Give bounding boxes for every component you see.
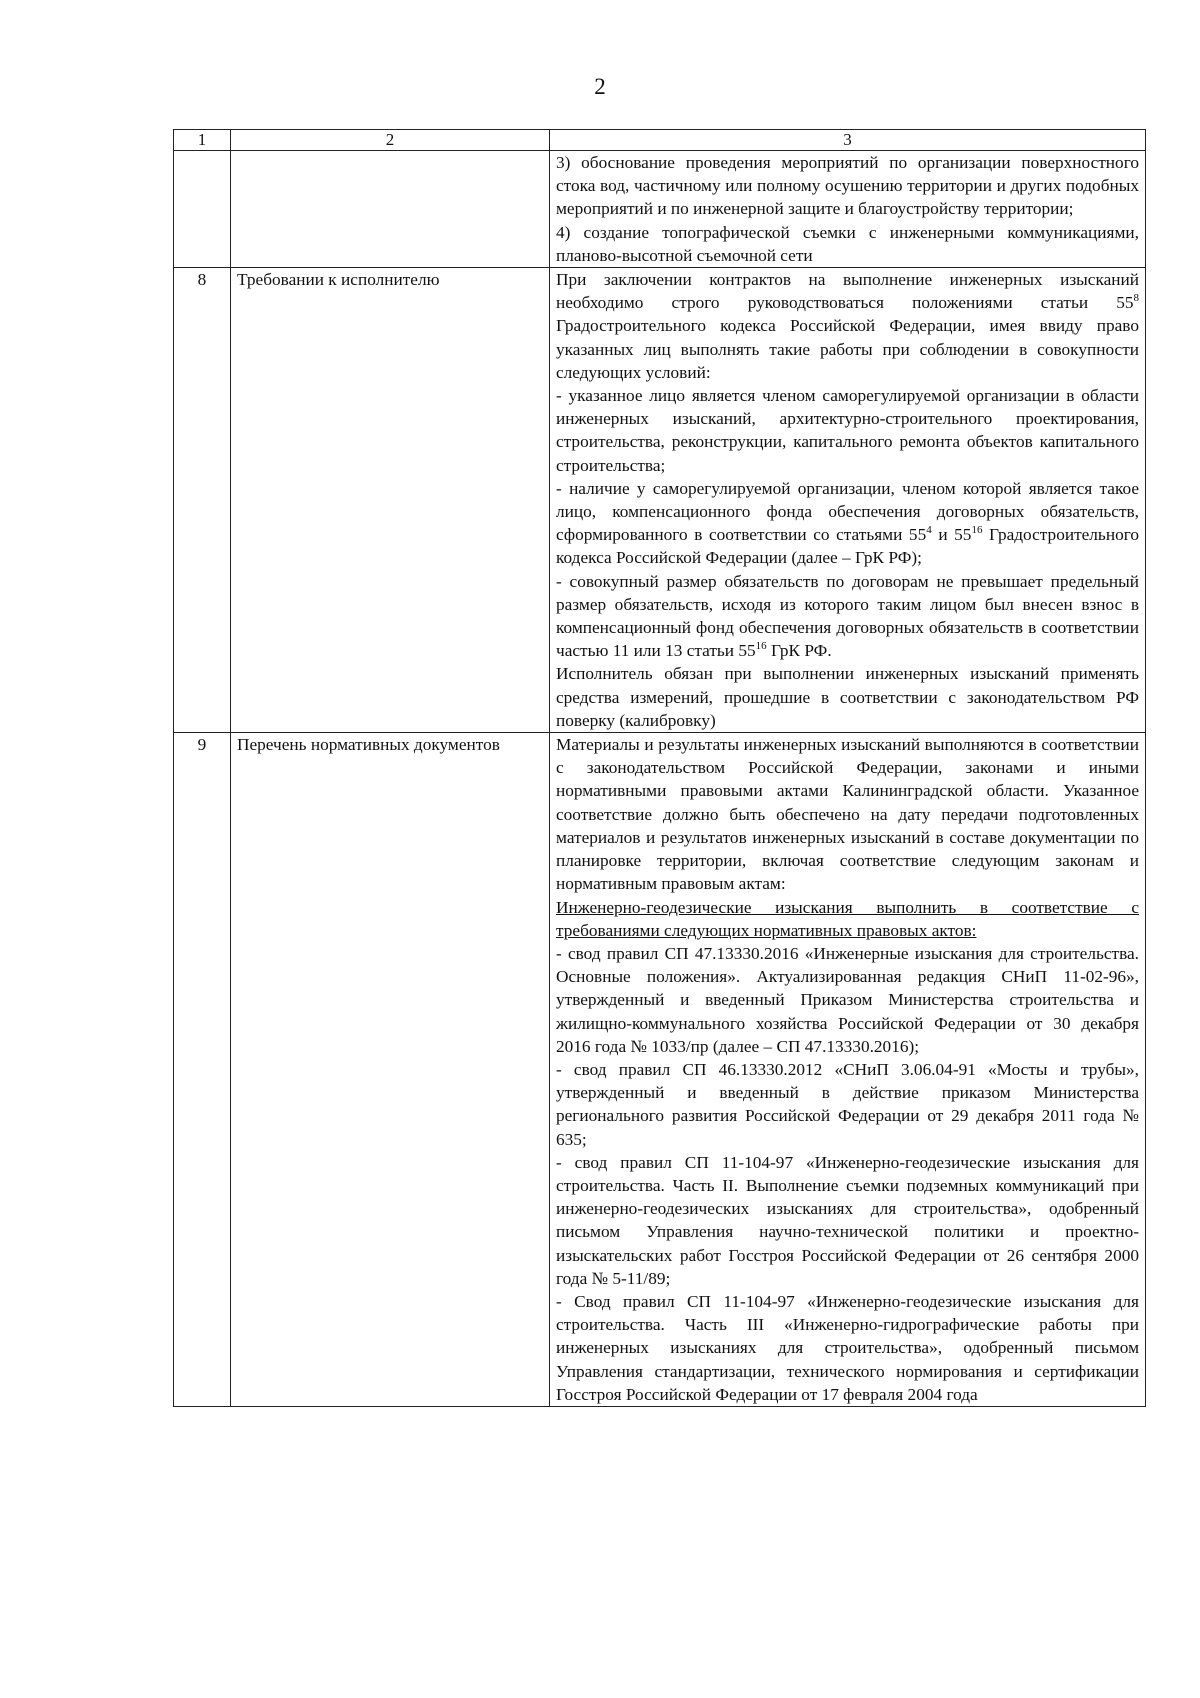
text-fragment: и 55 <box>931 525 972 545</box>
row-name: Требовании к исполнителю <box>231 268 550 733</box>
text-fragment: - совокупный размер обязательств по договорам не превышает предельный размер обязательств, исходя из которого таким лицом был внесен взнос в компенсационный фонд обеспечения договорных обязательств в соответствии частью 11 или 13 статьи 55 <box>556 571 1139 661</box>
row-name-empty <box>231 151 550 268</box>
paragraph: Исполнитель обязан при выполнении инженерных изысканий применять средства измерений, прошедшие в соответствии с законодательством РФ поверку (калибровку) <box>556 664 1139 730</box>
page-number: 2 <box>594 74 606 99</box>
paragraph <box>556 477 1139 570</box>
superscript: 16 <box>971 524 983 537</box>
paragraph: - свод правил СП 46.13330.2012 «СНиП 3.06.04-91 «Мосты и трубы», утвержденный и введенный в действие приказом Министерства регионального развития Российской Федерации от 29 декабря 2011 года № 635; <box>556 1059 1139 1149</box>
superscript: 16 <box>755 640 767 653</box>
text-fragment: Градостроительного кодекса Российской Федерации, имея ввиду право указанных лиц выполнять такие работы при соблюдении в совокупности следующих условий: <box>556 316 1139 382</box>
header-col-2: 2 <box>231 130 550 151</box>
table-row-continuation <box>174 151 1146 268</box>
row-9-content <box>550 733 1146 1407</box>
underlined-heading: Инженерно-геодезические изыскания выполнить в соответствие с требованиями следующих нормативных правовых актов: <box>556 897 1139 940</box>
row-number: 8 <box>174 268 231 733</box>
paragraph: 4) создание топографической съемки с инженерными коммуникациями, планово-высотной съемочной сети <box>556 222 1139 265</box>
table-header-row <box>174 130 1146 151</box>
row-continuation-content <box>550 151 1146 268</box>
superscript: 4 <box>926 524 932 537</box>
paragraph <box>556 268 1139 384</box>
paragraph: - Свод правил СП 11-104-97 «Инженерно-геодезические изыскания для строительства. Часть III «Инженерно-гидрографические работы при инженерных изысканиях для строительства», одобренный письмом Управления стандартизации, технического нормирования и сертификации Госстроя Российской Федерации от 17 февраля 2004 года <box>556 1291 1139 1404</box>
paragraph: - указанное лицо является членом саморегулируемой организации в области инженерных изысканий, архитектурно-строительного проектирования, строительства, реконструкции, капитального ремонта объектов капитального строительства; <box>556 386 1139 475</box>
paragraph: 3) обоснование проведения мероприятий по организации поверхностного стока вод, частичному или полному осушению территории и других подобных мероприятий и по инженерной защите и благоустройству территории; <box>556 153 1139 219</box>
text-fragment: Градостроительного кодекса Российской Федерации (далее – ГрК РФ); <box>556 525 1140 568</box>
paragraph <box>556 570 1139 663</box>
row-number: 9 <box>174 733 231 1407</box>
header-col-1: 1 <box>174 130 231 151</box>
text-fragment: При заключении контрактов на выполнение инженерных изысканий необходимо строго руководствоваться положениями статьи 55 <box>556 270 1139 313</box>
paragraph: - свод правил СП 47.13330.2016 «Инженерные изыскания для строительства. Основные положения». Актуализированная редакция СНиП 11-02-96», утвержденный и введенный Приказом Министерства строительства и жилищно-коммунального хозяйства Российской Федерации от 30 декабря 2016 года № 1033/пр (далее – СП 47.13330.2016); <box>556 943 1139 1056</box>
table-row-8 <box>174 268 1146 733</box>
row-name: Перечень нормативных документов <box>231 733 550 1407</box>
paragraph: - свод правил СП 11-104-97 «Инженерно-геодезические изыскания для строительства. Часть II. Выполнение съемки подземных коммуникаций при инженерно-геодезических изысканиях для строительства», одобренный письмом Управления научно-технической политики и проектно-изыскательских работ Госстроя Российской Федерации от 26 сентября 2000 года № 5-11/89; <box>556 1152 1139 1288</box>
header-col-3: 3 <box>550 130 1146 151</box>
text-fragment: - наличие у саморегулируемой организации, членом которой является такое лицо, компенсационного фонда обеспечения договорных обязательств, сформированного в соответствии со статьями 55 <box>556 478 1139 545</box>
superscript: 8 <box>1133 292 1139 305</box>
row-number-empty <box>174 151 231 268</box>
paragraph: Материалы и результаты инженерных изысканий выполняются в соответствии с законодательством Российской Федерации, законами и иными нормативными правовыми актами Калининградской области. Указанное соответствие должно быть обеспечено на дату передачи подготовленных материалов и результатов инженерных изысканий в составе документации по планировке территории, включая соответствие следующим законам и нормативным правовым актам: <box>556 735 1139 894</box>
text-fragment: ГрК РФ. <box>766 641 832 661</box>
table-row-9 <box>174 733 1146 1407</box>
requirements-table <box>173 129 1146 1407</box>
row-8-content <box>550 268 1146 733</box>
